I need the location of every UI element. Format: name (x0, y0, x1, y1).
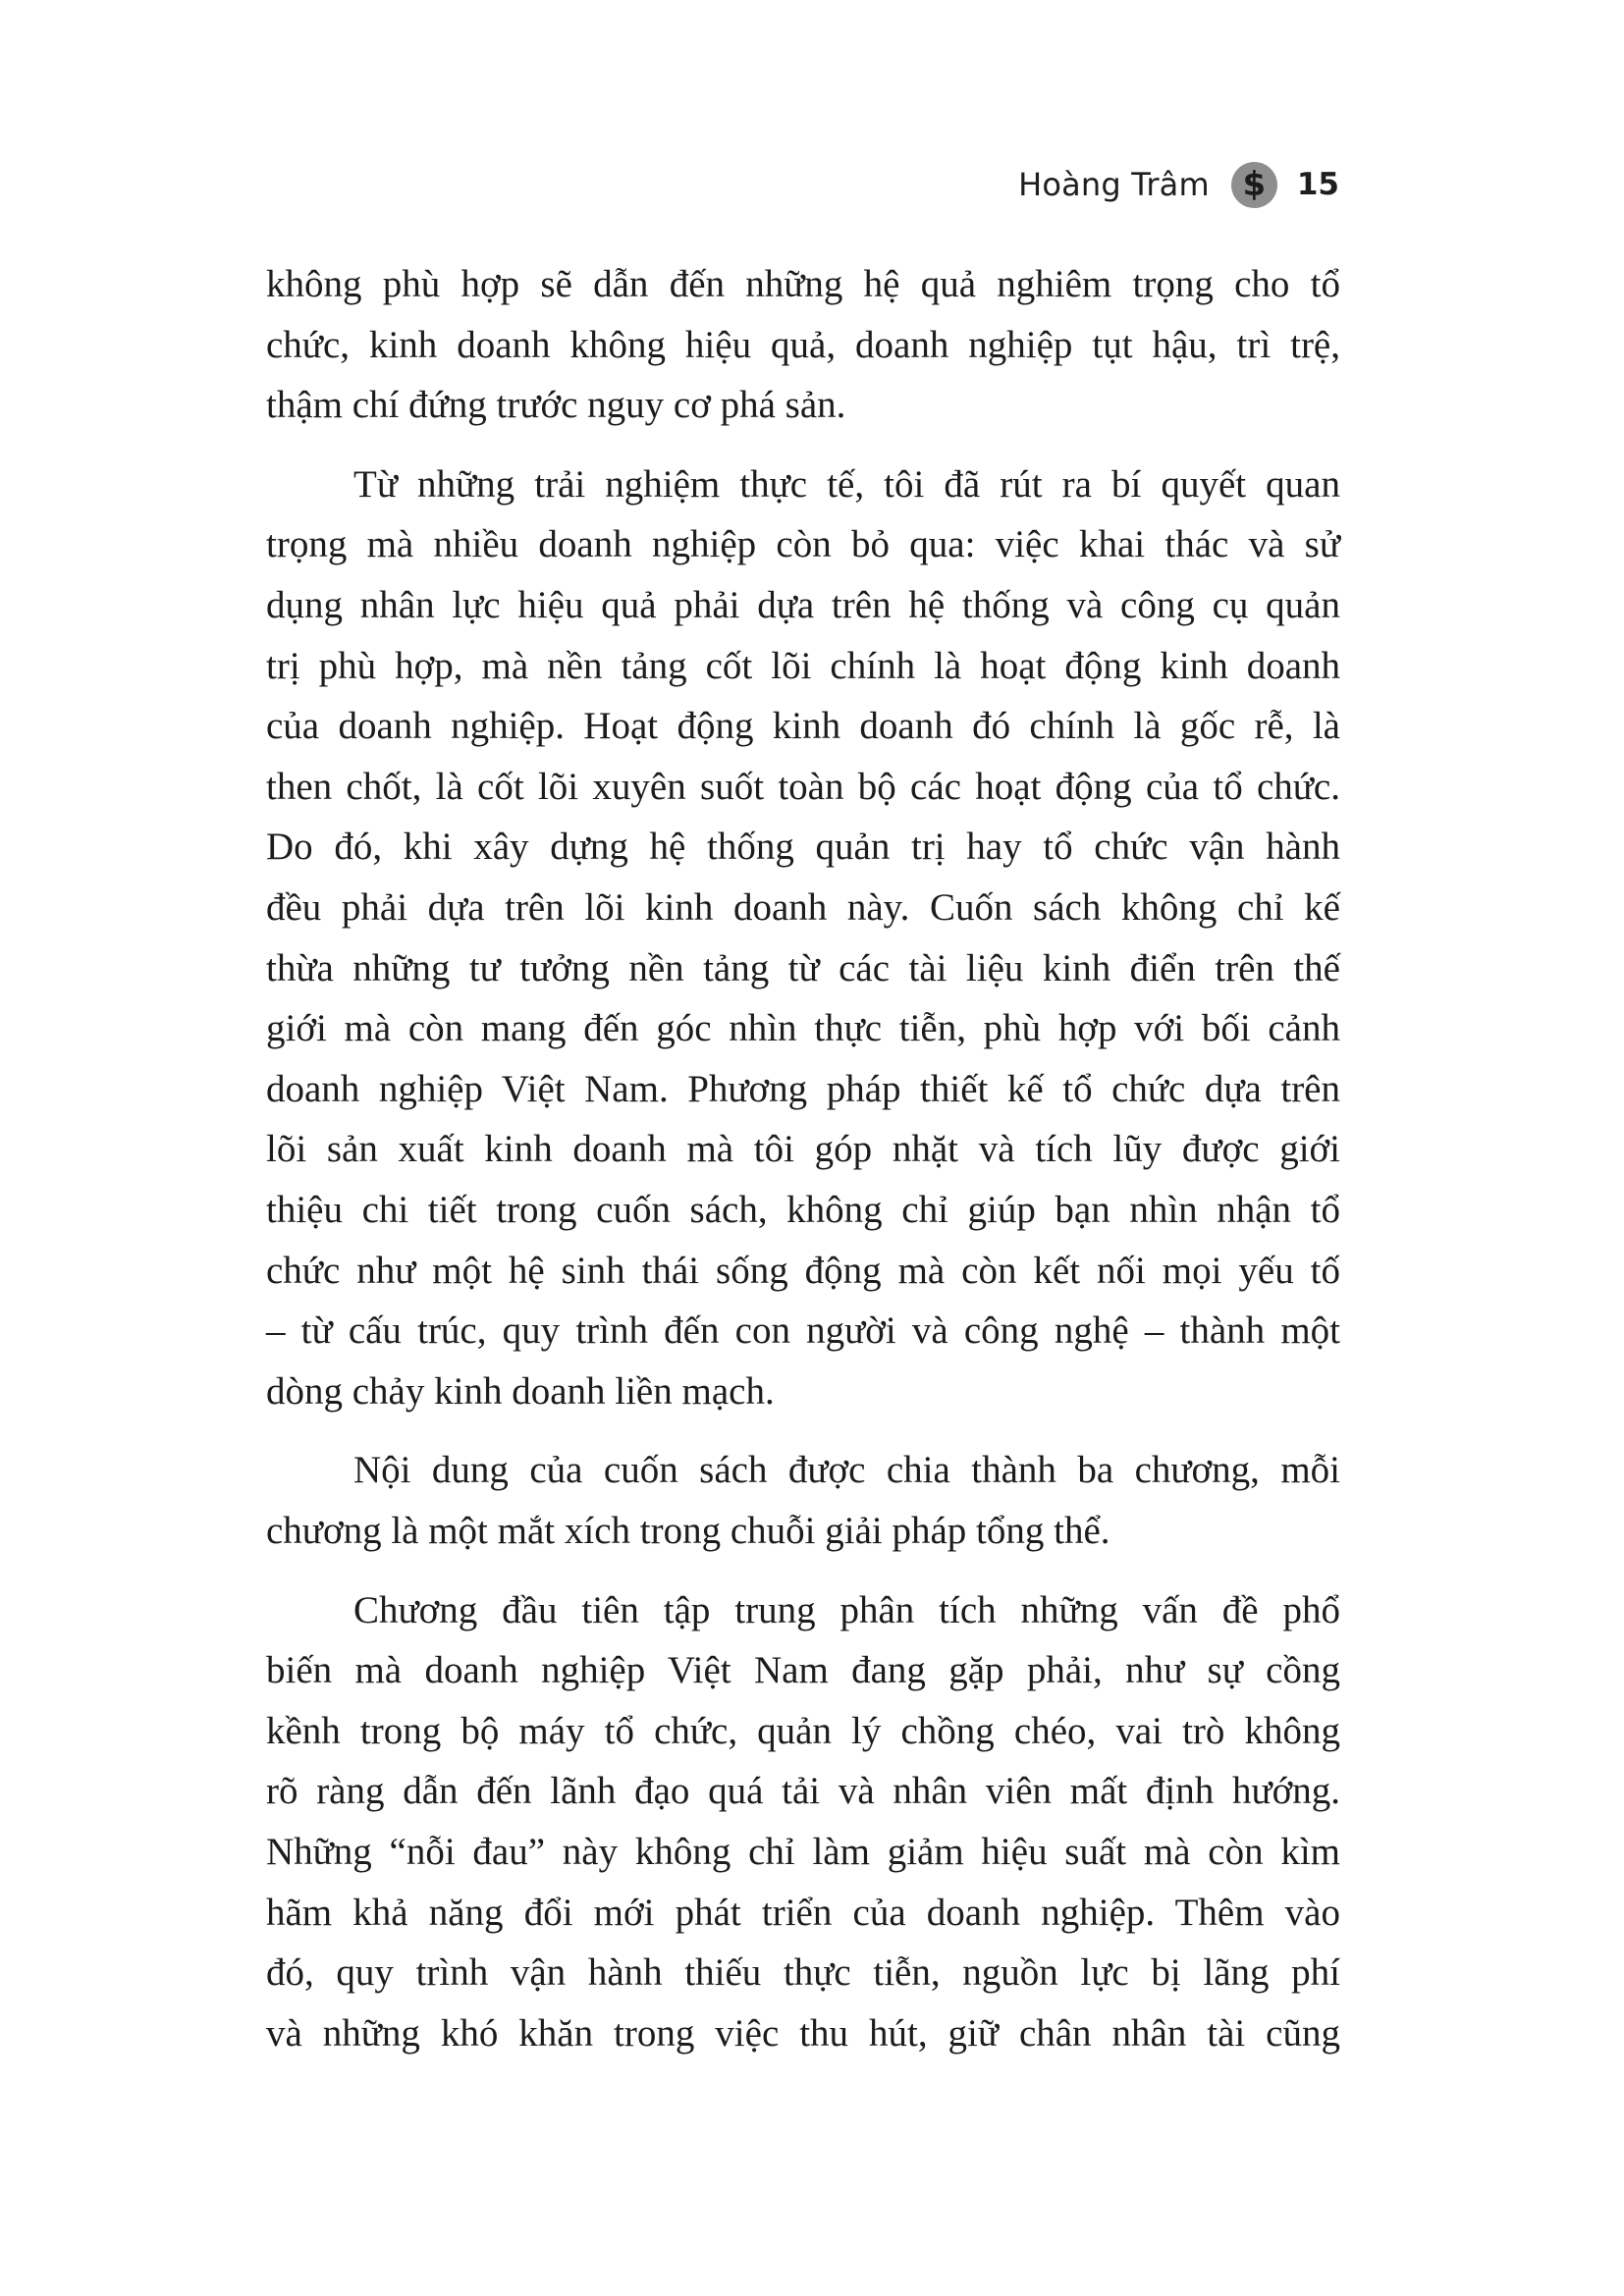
text-line: biến mà doanh nghiệp Việt Nam đang gặp phải, như sự cồng (266, 1649, 1340, 1692)
running-header (1018, 157, 1339, 212)
text-line: thừa những tư tưởng nền tảng từ các tài liệu kinh điển trên thế (266, 946, 1340, 989)
text-line: chức, kinh doanh không hiệu quả, doanh nghiệp tụt hậu, trì trệ, (266, 323, 1340, 366)
text-line: đó, quy trình vận hành thiếu thực tiễn, nguồn lực bị lãng phí (266, 1951, 1340, 1995)
text-line: dụng nhân lực hiệu quả phải dựa trên hệ thống và công cụ quản (266, 584, 1340, 626)
text-line: Từ những trải nghiệm thực tế, tôi đã rút ra bí quyết quan (353, 462, 1340, 506)
text-line: Chương đầu tiên tập trung phân tích những vấn đề phổ (353, 1588, 1340, 1631)
text-line: chương là một mắt xích trong chuỗi giải pháp tổng thể. (266, 1510, 1110, 1552)
text-line: lõi sản xuất kinh doanh mà tôi góp nhặt và tích lũy được giới (266, 1128, 1340, 1171)
dollar-glyph: $ (1242, 165, 1267, 204)
text-line: then chốt, là cốt lõi xuyên suốt toàn bộ các hoạt động của tổ chức. (266, 765, 1340, 808)
text-line: và những khó khăn trong việc thu hút, giữ chân nhân tài cũng (266, 2011, 1340, 2055)
text-line: chức như một hệ sinh thái sống động mà còn kết nối mọi yếu tố (266, 1249, 1340, 1292)
text-line: đều phải dựa trên lõi kinh doanh này. Cuốn sách không chỉ kế (266, 886, 1340, 929)
text-line: dòng chảy kinh doanh liền mạch. (266, 1369, 775, 1413)
text-line: của doanh nghiệp. Hoạt động kinh doanh đó chính là gốc rễ, là (266, 705, 1340, 748)
text-line: không phù hợp sẽ dẫn đến những hệ quả nghiêm trọng cho tổ (266, 263, 1340, 305)
text-line: giới mà còn mang đến góc nhìn thực tiễn, phù hợp với bối cảnh (266, 1007, 1340, 1050)
author-name: Hoàng Trâm (1018, 166, 1210, 203)
text-line: – từ cấu trúc, quy trình đến con người và công nghệ – thành một (266, 1309, 1340, 1353)
text-line: trị phù hợp, mà nền tảng cốt lõi chính là hoạt động kinh doanh (266, 644, 1340, 687)
text-line: Nội dung của cuốn sách được chia thành ba chương, mỗi (353, 1449, 1340, 1492)
text-line: hãm khả năng đổi mới phát triển của doanh nghiệp. Thêm vào (266, 1891, 1340, 1934)
text-line: Do đó, khi xây dựng hệ thống quản trị hay tổ chức vận hành (266, 826, 1340, 869)
text-line: Những “nỗi đau” này không chỉ làm giảm hiệu suất mà còn kìm (266, 1831, 1340, 1873)
text-line: rõ ràng dẫn đến lãnh đạo quá tải và nhân viên mất định hướng. (266, 1770, 1340, 1813)
text-line: thậm chí đứng trước nguy cơ phá sản. (266, 384, 846, 427)
text-line: doanh nghiệp Việt Nam. Phương pháp thiết kế tổ chức dựa trên (266, 1067, 1340, 1110)
page-number: 15 (1296, 167, 1339, 202)
dollar-sign-icon (1231, 162, 1277, 208)
text-line: kềnh trong bộ máy tổ chức, quản lý chồng chéo, vai trò không (266, 1709, 1340, 1752)
text-line: trọng mà nhiều doanh nghiệp còn bỏ qua: việc khai thác và sử (266, 523, 1340, 566)
text-line: thiệu chi tiết trong cuốn sách, không chỉ giúp bạn nhìn nhận tổ (266, 1189, 1340, 1231)
